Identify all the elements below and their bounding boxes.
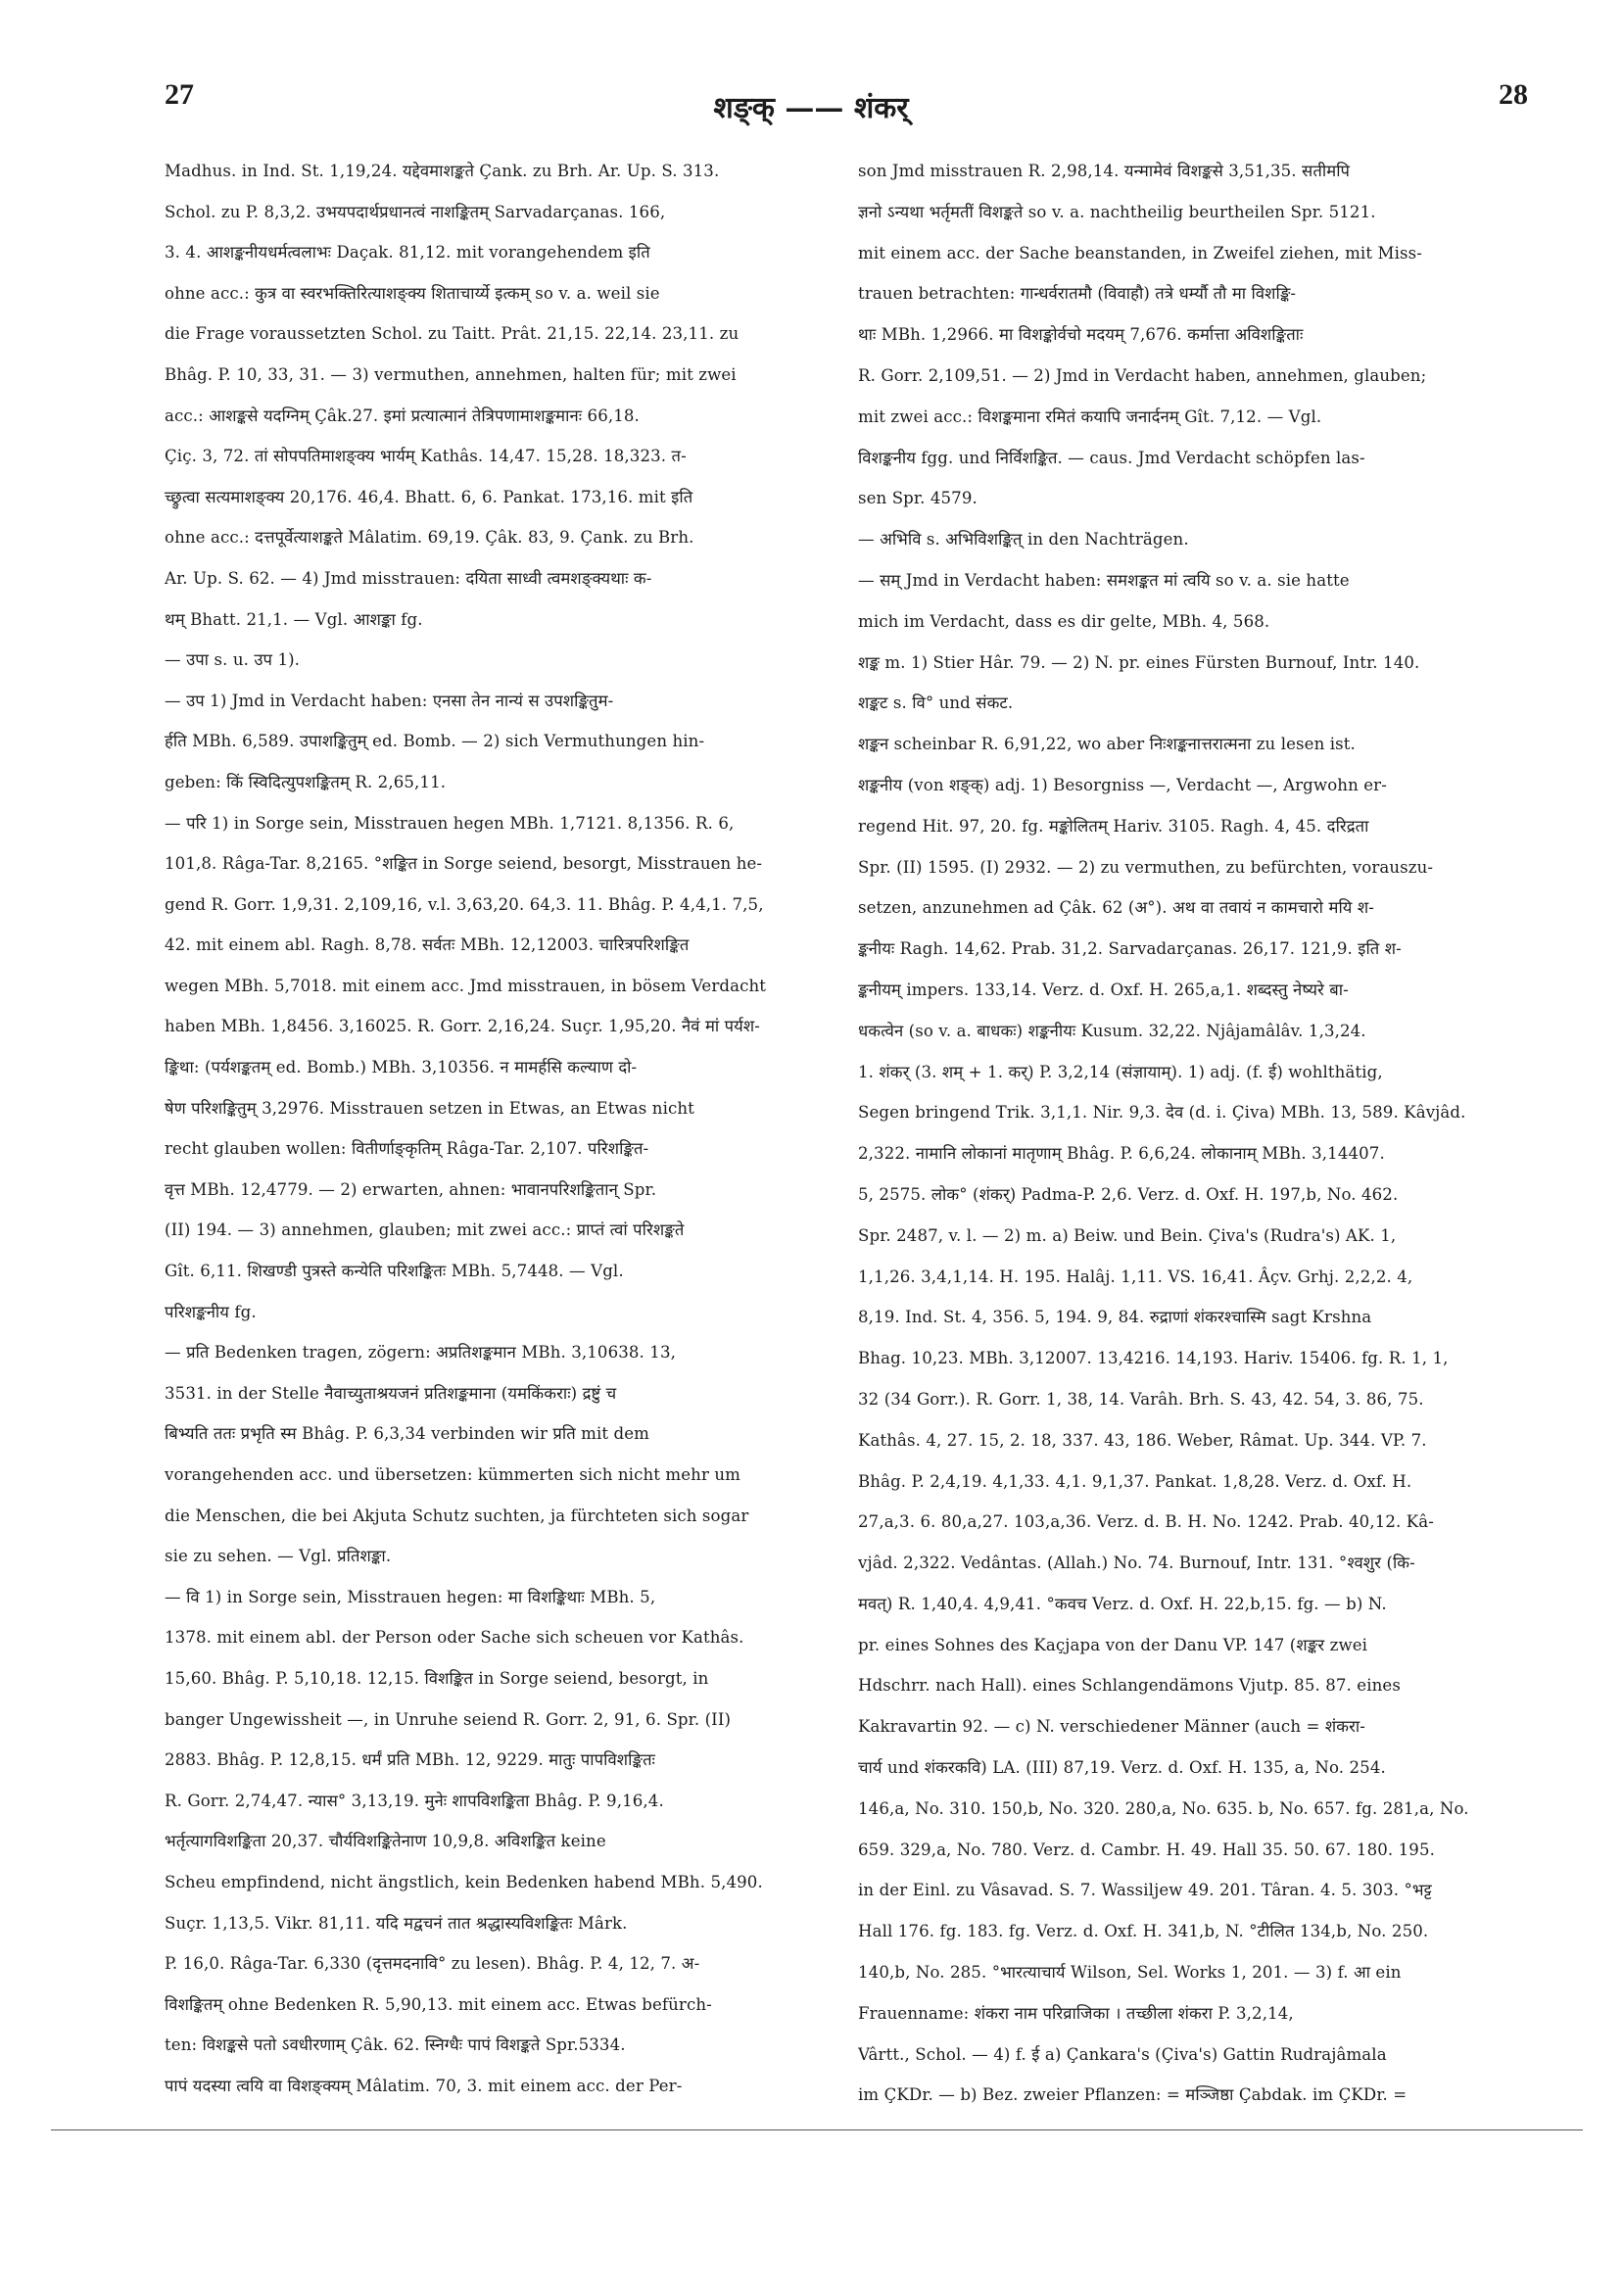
text-line: Vârtt., Schol. — 4) f. ई a) Çankara's (Çiva's) Gattin Rudrajâmala [858, 2044, 1387, 2064]
text-line: Gît. 6,11. शिखण्डी पुत्रस्ते कन्येति परिशङ्कितः MBh. 5,7448. — Vgl. [165, 1262, 624, 1281]
text-line: थम् Bhatt. 21,1. — Vgl. आशङ्का fg. [165, 609, 423, 629]
text-line: 146,a, No. 310. 150,b, No. 320. 280,a, No. 635. b, No. 657. fg. 281,a, No. [858, 1798, 1469, 1818]
text-line: mich im Verdacht, dass es dir gelte, MBh. 4, 568. [858, 611, 1270, 631]
text-line: Scheu empfindend, nicht ängstlich, kein Bedenken habend MBh. 5,490. [165, 1872, 763, 1891]
text-line: Bhâg. P. 2,4,19. 4,1,33. 4,1. 9,1,37. Pankat. 1,8,28. Verz. d. Oxf. H. [858, 1471, 1412, 1491]
text-line: son Jmd misstrauen R. 2,98,14. यन्मामेवं विशङ्कसे 3,51,35. सतीमपि [858, 162, 1351, 180]
text-line: भर्तृत्यागविशङ्किता 20,37. चौर्यविशङ्कितेनाण 10,9,8. अविशङ्कित keine [165, 1832, 606, 1851]
text-line: Schol. zu P. 8,3,2. उभयपदार्थप्रधानत्वं नाशङ्कितम् Sarvadarçanas. 166, [165, 202, 666, 221]
text-line: विशङ्कनीय fgg. und निर्विशङ्कित. — caus. Jmd Verdacht schöpfen las- [858, 448, 1365, 467]
text-line: R. Gorr. 2,74,47. न्यास° 3,13,19. मुनेः शापविशङ्किता Bhâg. P. 9,16,4. [165, 1791, 664, 1810]
text-line: — उप 1) Jmd in Verdacht haben: एनसा तेन नान्यं स उपशङ्कितुम- [165, 691, 614, 710]
text-line: wegen MBh. 5,7018. mit einem acc. Jmd misstrauen, in bösem Verdacht [165, 976, 767, 995]
right-column [858, 151, 1522, 2116]
text-line: P. 16,0. Râga-Tar. 6,330 (दृत्तमदनावि° zu lesen). Bhâg. P. 4, 12, 7. अ- [165, 1954, 700, 1974]
text-line: 1,1,26. 3,4,1,14. H. 195. Halâj. 1,11. VS. 16,41. Âçv. Grhj. 2,2,2. 4, [858, 1267, 1413, 1286]
text-line: 659. 329,a, No. 780. Verz. d. Cambr. H. 49. Hall 35. 50. 67. 180. 195. [858, 1840, 1435, 1859]
text-line: vjâd. 2,322. Vedântas. (Allah.) No. 74. Burnouf, Intr. 131. °श्वशुर (कि- [858, 1554, 1415, 1573]
text-line: — वि 1) in Sorge sein, Misstrauen hegen: मा विशङ्किथाः MBh. 5, [165, 1587, 656, 1606]
left-column [165, 151, 821, 2107]
text-line: 27,a,3. 6. 80,a,27. 103,a,36. Verz. d. B. H. No. 1242. Prab. 40,12. Kâ- [858, 1512, 1434, 1532]
text-line: gend R. Gorr. 1,9,31. 2,109,16, v.l. 3,63,20. 64,3. 11. Bhâg. P. 4,4,1. 7,5, [165, 894, 764, 914]
text-line: 3531. in der Stelle नैवाच्युताश्रयजनं प्रतिशङ्कमाना (यमकिंकराः) द्रष्टुं च [165, 1383, 617, 1403]
text-line: die Menschen, die bei Akjuta Schutz suchten, ja fürchteten sich sogar [165, 1506, 749, 1525]
text-line: परिशङ्कनीय fg. [165, 1302, 257, 1321]
text-line: ङ्किथा: (पर्यशङ्कतम् ed. Bomb.) MBh. 3,10356. न मामर्हसि कल्याण दो- [165, 1058, 638, 1077]
text-line: banger Ungewissheit —, in Unruhe seiend R. Gorr. 2, 91, 6. Spr. (II) [165, 1709, 732, 1729]
text-line: Ar. Up. S. 62. — 4) Jmd misstrauen: दयिता साध्वी त्वमशङ्क्यथाः क- [165, 568, 652, 588]
text-line: 32 (34 Gorr.). R. Gorr. 1, 38, 14. Varâh. Brh. S. 43, 42. 54, 3. 86, 75. [858, 1389, 1424, 1409]
text-line: pr. eines Sohnes des Kaçjapa von der Danu VP. 147 (शङ्कर zwei [858, 1635, 1368, 1654]
text-line: acc.: आशङ्कसे यदग्निम् Çâk.27. इमां प्रत्यात्मानं तेत्रिपणामाशङ्कमानः 66,18. [165, 406, 640, 425]
page-number-left: 27 [165, 78, 194, 111]
text-line: 15,60. Bhâg. P. 5,10,18. 12,15. विशङ्कित in Sorge seiend, besorgt, in [165, 1668, 709, 1688]
text-line: geben: किं स्विदित्युपशङ्कितम् R. 2,65,11. [165, 772, 447, 791]
text-line: vorangehenden acc. und übersetzen: kümmerten sich nicht mehr um [165, 1465, 740, 1484]
text-line: 8,19. Ind. St. 4, 356. 5, 194. 9, 84. रुद्राणां शंकरश्चास्मि sagt Krshna [858, 1308, 1372, 1327]
text-line: ङ्कनीयः Ragh. 14,62. Prab. 31,2. Sarvadarçanas. 26,17. 121,9. इति श- [858, 939, 1402, 959]
text-line: ङ्कनीयम् impers. 133,14. Verz. d. Oxf. H. 265,a,1. शब्दस्तु नेष्यरे बा- [858, 980, 1349, 999]
text-line: — प्रति Bedenken tragen, zögern: अप्रतिशङ्कमान MBh. 3,10638. 13, [165, 1343, 677, 1363]
text-line: Kathâs. 4, 27. 15, 2. 18, 337. 43, 186. Weber, Râmat. Up. 344. VP. 7. [858, 1430, 1427, 1450]
text-line: थाः MBh. 1,2966. मा विशङ्कोर्वचो मदयम् 7,676. कर्मात्ता अविशङ्किताः [858, 325, 1304, 345]
text-line: 5, 2575. लोक° (शंकर्) Padma-P. 2,6. Verz. d. Oxf. H. 197,b, No. 462. [858, 1184, 1399, 1204]
text-line: — उपा s. u. उप 1). [165, 650, 301, 670]
text-line: ohne acc.: दत्तपूर्वेत्याशङ्कते Mâlatim. 69,19. Çâk. 83, 9. Çank. zu Brh. [165, 528, 694, 548]
text-line: ohne acc.: कुत्र वा स्वरभक्तिरित्याशङ्क्य शिताचार्य्ये इत्कम् so v. a. weil sie [165, 283, 660, 303]
page-number-right: 28 [1499, 78, 1528, 111]
text-line: — अभिवि s. अभिविशङ्कित् in den Nachträgen. [858, 530, 1189, 550]
text-line: — परि 1) in Sorge sein, Misstrauen hegen MBh. 1,7121. 8,1356. R. 6, [165, 813, 735, 833]
text-line: ज्ञनो ऽन्यथा भर्तृमतीं विशङ्कते so v. a. nachtheilig beurtheilen Spr. 5121. [858, 202, 1376, 221]
text-line: शङ्कनीय (von शङ्क्) adj. 1) Besorgniss —, Verdacht —, Argwohn er- [858, 775, 1387, 794]
text-line: Bhâg. P. 10, 33, 31. — 3) vermuthen, annehmen, halten für; mit zwei [165, 364, 737, 384]
text-line: 101,8. Râga-Tar. 8,2165. °शङ्कित in Sorge seiend, besorgt, Misstrauen he- [165, 854, 763, 874]
text-line: Segen bringend Trik. 3,1,1. Nir. 9,3. देव (d. i. Çiva) MBh. 13, 589. Kâvjâd. [858, 1103, 1466, 1123]
text-line: Madhus. in Ind. St. 1,19,24. यद्देवमाशङ्कते Çank. zu Brh. Ar. Up. S. 313. [165, 162, 720, 180]
text-line: 1. शंकर् (3. शम् + 1. कर्) P. 3,2,14 (संज्ञायाम्). 1) adj. (f. ई) wohlthätig, [858, 1062, 1383, 1081]
text-line: षेण परिशङ्कितुम् 3,2976. Misstrauen setzen in Etwas, an Etwas nicht [165, 1098, 694, 1118]
text-line: haben MBh. 1,8456. 3,16025. R. Gorr. 2,16,24. Suçr. 1,95,20. नैवं मां पर्यश- [165, 1017, 760, 1036]
text-line: पापं यदस्या त्वयि वा विशङ्क्यम् Mâlatim. 70, 3. mit einem acc. der Per- [165, 2076, 683, 2095]
text-line: sen Spr. 4579. [858, 489, 978, 508]
text-line: (II) 194. — 3) annehmen, glauben; mit zwei acc.: प्राप्तं त्वां परिशङ्कते [165, 1220, 685, 1240]
text-line: बिभ्यति ततः प्रभृति स्म Bhâg. P. 6,3,34 verbinden wir प्रति mit dem [165, 1424, 650, 1444]
bottom-rule [51, 2129, 1583, 2130]
text-line: 2,322. नामानि लोकानां मातृणाम् Bhâg. P. 6,6,24. लोकानाम् MBh. 3,14407. [858, 1144, 1385, 1164]
text-line: in der Einl. zu Vâsavad. S. 7. Wassiljew 49. 201. Târan. 4. 5. 303. °भट्ट [858, 1881, 1432, 1900]
text-line: ten: विशङ्कसे पतो ऽवधीरणाम् Çâk. 62. स्निग्धैः पापं विशङ्कते Spr.5334. [165, 2035, 626, 2055]
text-line: 42. mit einem abl. Ragh. 8,78. सर्वतः MBh. 12,12003. चारित्रपरिशङ्कित [165, 935, 690, 955]
text-line: Çiç. 3, 72. तां सोपपतिमाशङ्क्य भार्यम् Kathâs. 14,47. 15,28. 18,323. त- [165, 447, 687, 466]
text-line: trauen betrachten: गान्धर्वरातमौ (विवाहौ) तत्रे धर्म्यौ तौ मा विशङ्कि- [858, 284, 1297, 304]
text-line: Frauenname: शंकरा नाम परिव्राजिका । तच्छीला शंकरा P. 3,2,14, [858, 2003, 1294, 2023]
text-line: विशङ्कितम् ohne Bedenken R. 5,90,13. mit einem acc. Etwas befürch- [165, 1994, 712, 2014]
text-line: recht glauben wollen: वितीर्णाङ्कृतिम् Râga-Tar. 2,107. परिशङ्कित- [165, 1139, 649, 1159]
text-line: mit einem acc. der Sache beanstanden, in Zweifel ziehen, mit Miss- [858, 243, 1422, 263]
text-line: चार्य und शंकरकवि) LA. (III) 87,19. Verz. d. Oxf. H. 135, a, No. 254. [858, 1758, 1386, 1778]
text-line: धकत्वेन (so v. a. बाधकः) शङ्कनीयः Kusum. 32,22. Njâjamâlâv. 1,3,24. [858, 1021, 1366, 1040]
text-line: mit zwei acc.: विशङ्कमाना रमितं कयापि जनार्दनम् Gît. 7,12. — Vgl. [858, 407, 1322, 426]
running-head: शङ्क् —— शंकर् [713, 91, 909, 125]
text-line: वृत्त MBh. 12,4779. — 2) erwarten, ahnen: भावानपरिशङ्कितान् Spr. [165, 1179, 657, 1199]
text-line: 1378. mit einem abl. der Person oder Sache sich scheuen vor Kathâs. [165, 1628, 744, 1648]
text-line: im ÇKDr. — b) Bez. zweier Pflanzen: = मञ्जिष्ठा Çabdak. im ÇKDr. = [858, 2085, 1407, 2105]
text-line: R. Gorr. 2,109,51. — 2) Jmd in Verdacht haben, annehmen, glauben; [858, 365, 1427, 385]
text-line: र्हति MBh. 6,589. उपाशङ्कितुम् ed. Bomb. — 2) sich Vermuthungen hin- [165, 732, 705, 751]
text-line: — सम् Jmd in Verdacht haben: समशङ्कत मां त्वयि so v. a. sie hatte [858, 570, 1350, 590]
text-line: Kakravartin 92. — c) N. verschiedener Männer (auch = शंकरा- [858, 1717, 1365, 1737]
text-line: च्छ्रुत्वा सत्यमाशङ्क्य 20,176. 46,4. Bhatt. 6, 6. Pankat. 173,16. mit इति [165, 487, 693, 506]
text-line: Hdschrr. nach Hall). eines Schlangendämons Vjutp. 85. 87. eines [858, 1676, 1401, 1696]
text-line: Suçr. 1,13,5. Vikr. 81,11. यदि मद्वचनं तात श्रद्धास्यविशङ्कितः Mârk. [165, 1913, 628, 1933]
text-line: die Frage voraussetzten Schol. zu Taitt. Prât. 21,15. 22,14. 23,11. zu [165, 324, 739, 344]
text-line: Spr. 2487, v. l. — 2) m. a) Beiw. und Bein. Çiva's (Rudra's) AK. 1, [858, 1225, 1397, 1245]
text-line: Bhag. 10,23. MBh. 3,12007. 13,4216. 14,193. Hariv. 15406. fg. R. 1, 1, [858, 1349, 1449, 1368]
text-line: regend Hit. 97, 20. fg. मङ्कोलितम् Hariv. 3105. Ragh. 4, 45. दरिद्रता [858, 816, 1369, 836]
text-line: Spr. (II) 1595. (I) 2932. — 2) zu vermuthen, zu befürchten, vorauszu- [858, 857, 1434, 877]
text-line: मवत्) R. 1,40,4. 4,9,41. °कवच Verz. d. Oxf. H. 22,b,15. fg. — b) N. [858, 1594, 1387, 1613]
text-line: शङ्कट s. वि° und संकट. [858, 694, 1014, 713]
text-line: शङ्कन scheinbar R. 6,91,22, wo aber निःशङ्कनात्तरात्मना zu lesen ist. [858, 735, 1356, 754]
text-line: शङ्क m. 1) Stier Hâr. 79. — 2) N. pr. eines Fürsten Burnouf, Intr. 140. [858, 652, 1420, 672]
text-line: sie zu sehen. — Vgl. प्रतिशङ्का. [165, 1547, 392, 1566]
text-line: Hall 176. fg. 183. fg. Verz. d. Oxf. H. 341,b, N. °टीलित 134,b, No. 250. [858, 1922, 1429, 1941]
text-line: 2883. Bhâg. P. 12,8,15. धर्मं प्रति MBh. 12, 9229. मातुः पापविशङ्कितः [165, 1750, 655, 1770]
text-line: 3. 4. आशङ्कनीयधर्मत्वलाभः Daçak. 81,12. mit vorangehendem इति [165, 243, 650, 263]
text-line: 140,b, No. 285. °भारत्याचार्य Wilson, Sel. Works 1, 201. — 3) f. आ ein [858, 1963, 1402, 1983]
text-line: setzen, anzunehmen ad Çâk. 62 (अ°). अथ वा तवायं न कामचारो मयि श- [858, 898, 1374, 918]
